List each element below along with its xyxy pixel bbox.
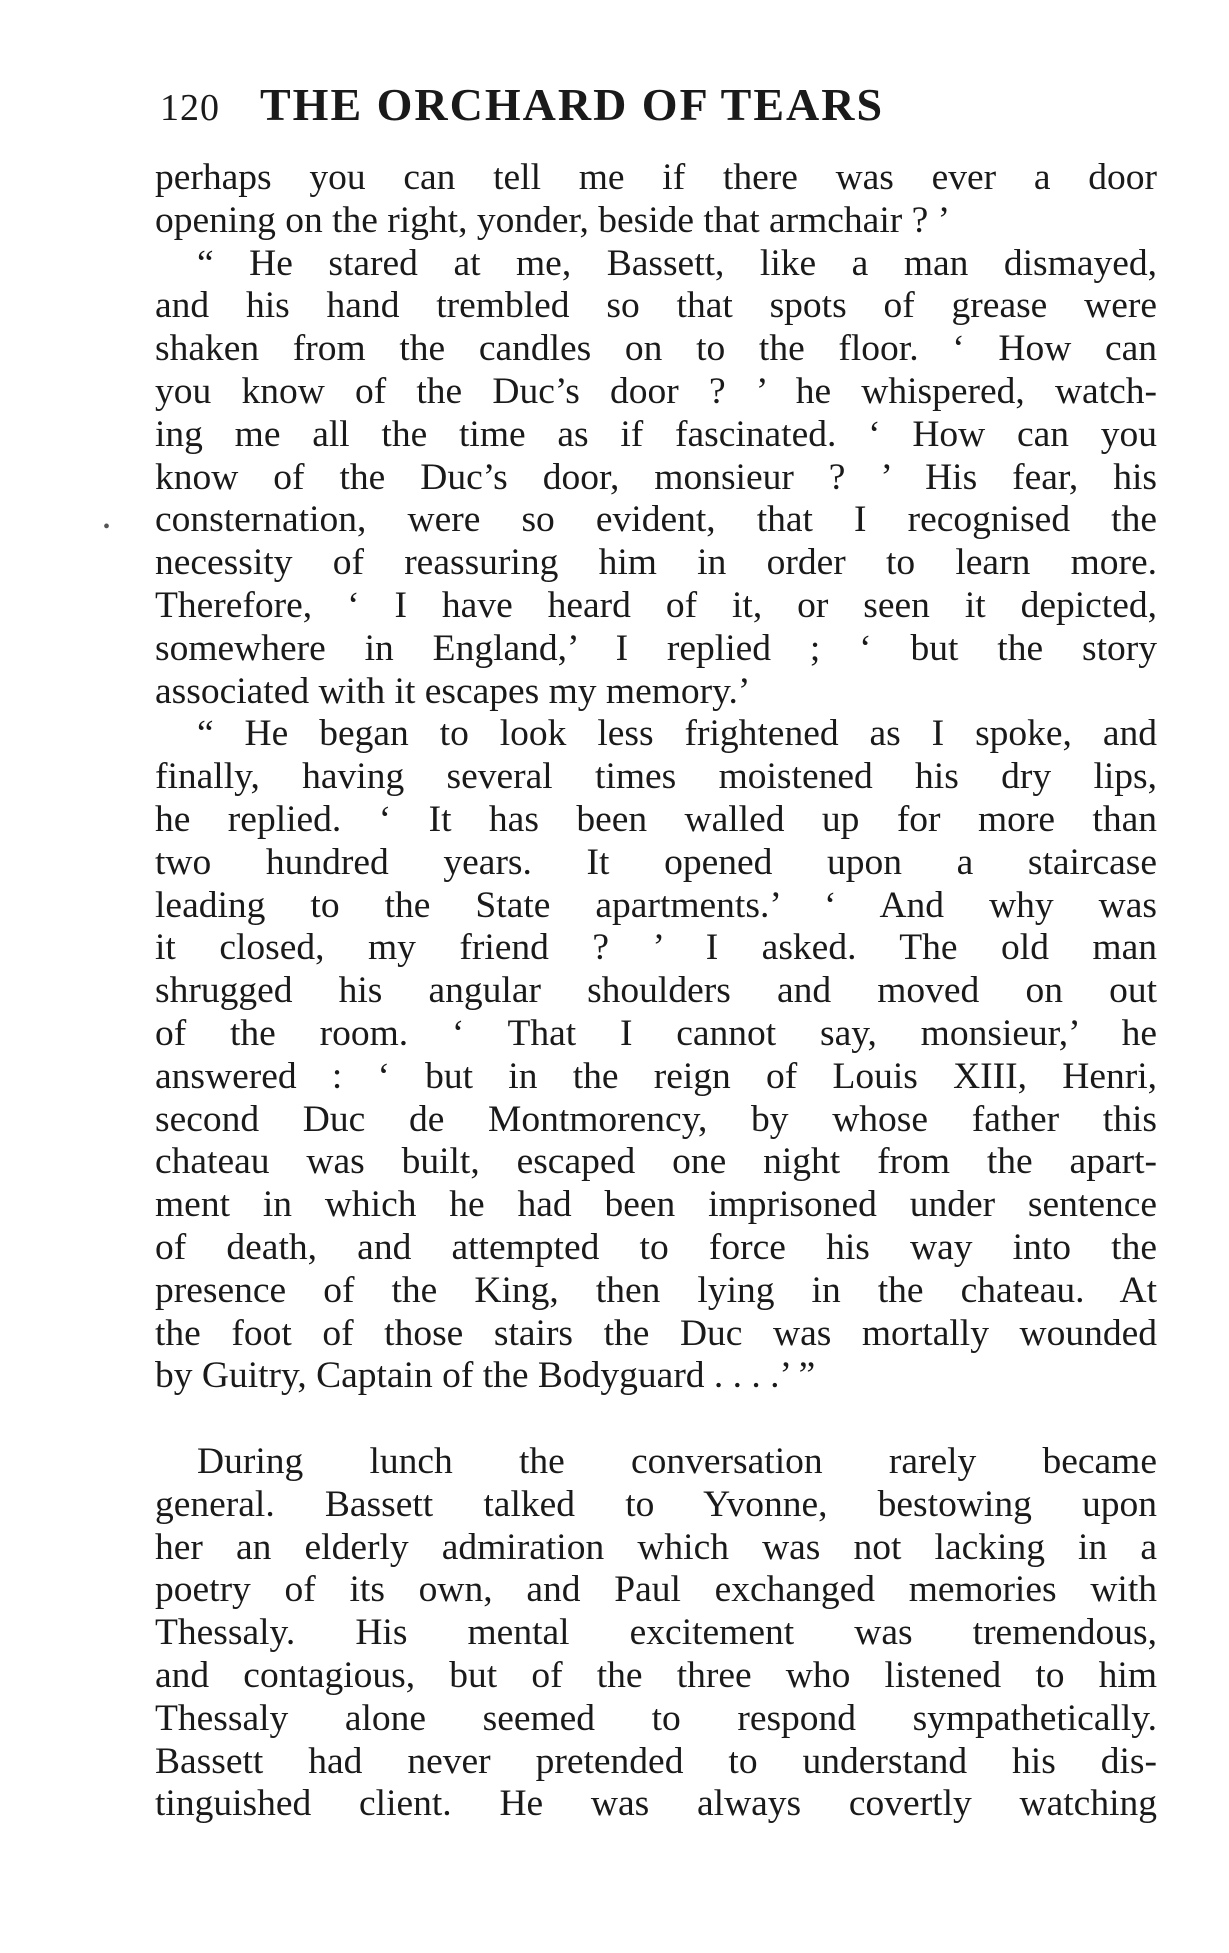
page-header xyxy=(160,78,1060,138)
text-line: of the room. ‘ That I cannot say, monsieur,’ he xyxy=(155,1012,1157,1054)
text-line: answered : ‘ but in the reign of Louis XIII, Henri, xyxy=(155,1055,1157,1097)
text-line: “ He began to look less frightened as I spoke, and xyxy=(197,713,1157,755)
text-line: “ He stared at me, Bassett, like a man dismayed, xyxy=(197,242,1157,284)
text-line: finally, having several times moistened his dry lips, xyxy=(155,756,1157,798)
text-line: by Guitry, Captain of the Bodyguard . . . .’ ” xyxy=(155,1355,816,1397)
text-line: chateau was built, escaped one night from the apart- xyxy=(155,1141,1157,1183)
text-line: shrugged his angular shoulders and moved on out xyxy=(155,970,1157,1012)
text-line: second Duc de Montmorency, by whose father this xyxy=(155,1098,1157,1140)
text-line: you know of the Duc’s door ? ’ he whispered, watch- xyxy=(155,370,1157,412)
text-line: the foot of those stairs the Duc was mortally wounded xyxy=(155,1312,1157,1354)
text-line: ing me all the time as if fascinated. ‘ How can you xyxy=(155,413,1157,455)
text-line: necessity of reassuring him in order to learn more. xyxy=(155,542,1157,584)
page-number: 120 xyxy=(160,87,220,129)
paragraph-duc-door xyxy=(155,243,1157,714)
text-line: her an elderly admiration which was not lacking in a xyxy=(155,1526,1157,1568)
text-line: shaken from the candles on to the floor. ‘ How can xyxy=(155,328,1157,370)
text-line: associated with it escapes my memory.’ xyxy=(155,670,751,712)
text-block-upper xyxy=(155,157,1157,1398)
text-line: poetry of its own, and Paul exchanged memories with xyxy=(155,1569,1157,1611)
text-line: two hundred years. It opened upon a staircase xyxy=(155,841,1157,883)
text-line: general. Bassett talked to Yvonne, bestowing upon xyxy=(155,1483,1157,1525)
text-line: perhaps you can tell me if there was ever a door xyxy=(155,157,1157,198)
text-line: tinguished client. He was always covertly watching xyxy=(155,1783,1157,1825)
paragraph-lunch xyxy=(155,1441,1157,1826)
text-line: presence of the King, then lying in the chateau. At xyxy=(155,1269,1157,1311)
text-block-lower xyxy=(155,1441,1157,1826)
text-line: opening on the right, yonder, beside that armchair ? ’ xyxy=(155,199,951,241)
text-line: somewhere in England,’ I replied ; ‘ but the story xyxy=(155,627,1157,669)
text-line: Therefore, ‘ I have heard of it, or seen it depicted, xyxy=(155,584,1157,626)
text-line: Thessaly alone seemed to respond sympathetically. xyxy=(155,1697,1157,1739)
text-line: he replied. ‘ It has been walled up for more than xyxy=(155,798,1157,840)
paragraph-continuation xyxy=(155,157,1157,243)
text-line: it closed, my friend ? ’ I asked. The old man xyxy=(155,927,1157,969)
text-line: consternation, were so evident, that I recognised the xyxy=(155,499,1157,541)
text-line: Thessaly. His mental excitement was tremendous, xyxy=(155,1612,1157,1654)
text-line: of death, and attempted to force his way into the xyxy=(155,1226,1157,1268)
text-line: Bassett had never pretended to understand his dis- xyxy=(155,1740,1157,1782)
text-line: ment in which he had been imprisoned under sentence xyxy=(155,1184,1157,1226)
paragraph-walled-up xyxy=(155,713,1157,1398)
text-line: know of the Duc’s door, monsieur ? ’ His fear, his xyxy=(155,456,1157,498)
text-line: and contagious, but of the three who listened to him xyxy=(155,1654,1157,1696)
running-title: THE ORCHARD OF TEARS xyxy=(260,79,885,130)
text-line: leading to the State apartments.’ ‘ And why was xyxy=(155,884,1157,926)
margin-mark: • xyxy=(103,516,111,538)
text-line: During lunch the conversation rarely became xyxy=(197,1441,1157,1482)
text-line: and his hand trembled so that spots of grease were xyxy=(155,285,1157,327)
